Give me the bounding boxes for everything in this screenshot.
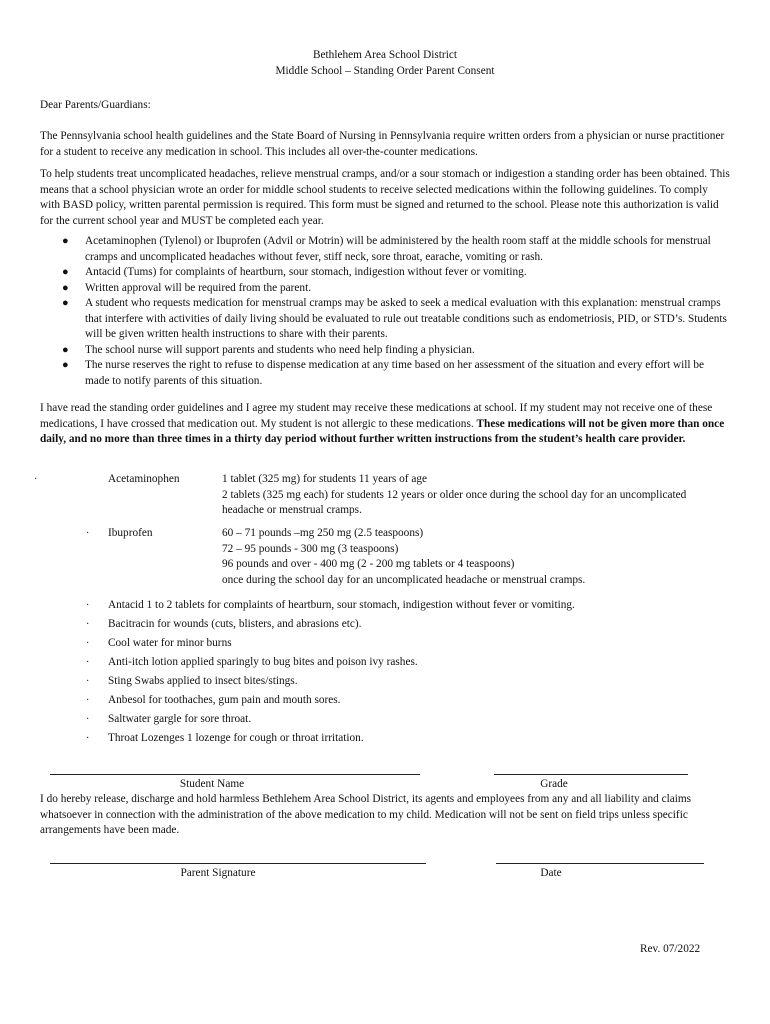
other-medications-list bbox=[40, 598, 740, 750]
list-item: ● The nurse reserves the right to refuse to dispense medication at any time based on her assessment of the situation and every effort will be made to notify parents of this situation. bbox=[62, 359, 705, 387]
list-item: · Bacitracin for wounds (cuts, blisters, and abrasions etc). bbox=[40, 617, 740, 636]
agreement-text: I have read the standing order guidelines and I agree my student may receive these medications at school. If my student may not receive one of these medications, I have crossed that medication out. My student is not allergic to these medications. bbox=[40, 402, 713, 430]
date-field[interactable] bbox=[496, 863, 704, 864]
agreement-paragraph bbox=[40, 401, 730, 448]
list-item: ● A student who requests medication for menstrual cramps may be asked to seek a medical evaluation with this explanation: menstrual cramps that interfere with activities of daily living should be evaluated to rule out treatable conditions such as endometriosis, PID, or STD’s. Students will be given written health instructions to share with their parents. bbox=[62, 297, 727, 340]
acetaminophen-row bbox=[34, 472, 740, 522]
guideline-list bbox=[40, 234, 730, 389]
district-name: Bethlehem Area School District bbox=[312, 49, 457, 61]
list-item: ● Written approval will be required from the parent. bbox=[40, 281, 730, 297]
list-item: ● Antacid (Tums) for complaints of heartburn, sour stomach, indigestion without fever or vomiting. bbox=[40, 265, 730, 281]
student-name-field[interactable] bbox=[50, 774, 420, 775]
release-paragraph: I do hereby release, discharge and hold harmless Bethlehem Area School District, its agents and employees from any and all liability and claims whatsoever in connection with the administration of the above medication to my child. Medication will not be sent on field trips unless specific arrangements have been made. bbox=[40, 793, 692, 836]
medication-dosage: 60 – 71 pounds –mg 250 mg (2.5 teaspoons) 72 – 95 pounds - 300 mg (3 teaspoons) 96 pounds and over - 400 mg (2 - 200 mg tablets or 4 teaspoons) once during the school day for an uncomplicated headache or menstrual cramps. bbox=[222, 527, 586, 586]
bullet-icon: · bbox=[86, 676, 90, 687]
salutation: Dear Parents/Guardians: bbox=[40, 99, 151, 111]
bullet-icon: ● bbox=[62, 281, 69, 294]
list-item: · Antacid 1 to 2 tablets for complaints of heartburn, sour stomach, indigestion without fever or vomiting. bbox=[40, 598, 740, 617]
bullet-icon: · bbox=[86, 695, 90, 706]
list-item: · Cool water for minor burns bbox=[40, 636, 740, 655]
list-item: ● The school nurse will support parents and students who need help finding a physician. bbox=[40, 343, 730, 359]
list-item: · Throat Lozenges 1 lozenge for cough or throat irritation. bbox=[40, 731, 740, 750]
parent-signature-label: Parent Signature bbox=[180, 867, 256, 879]
bullet-icon: · bbox=[86, 638, 90, 649]
list-item: · Anbesol for toothaches, gum pain and mouth sores. bbox=[40, 693, 740, 712]
grade-field[interactable] bbox=[494, 774, 688, 775]
list-item: · Anti-itch lotion applied sparingly to bug bites and poison ivy rashes. bbox=[40, 655, 740, 674]
medication-dosage: 1 tablet (325 mg) for students 11 years of age 2 tablets (325 mg each) for students 12 years or older once during the school day for an uncomplicated headache or menstrual cramps. bbox=[222, 473, 687, 516]
bullet-icon: · bbox=[86, 714, 90, 725]
grade-label: Grade bbox=[540, 778, 568, 790]
medication-name: Ibuprofen bbox=[108, 527, 153, 539]
list-item: ● Acetaminophen (Tylenol) or Ibuprofen (Advil or Motrin) will be administered by the health room staff at the middle schools for menstrual cramps and uncomplicated headaches without fever, stiff neck, sore throat, earache, vomiting or rash. bbox=[62, 235, 711, 263]
bullet-icon: · bbox=[86, 657, 90, 668]
standing-order-paragraph: To help students treat uncomplicated headaches, relieve menstrual cramps, and/or a sour stomach or indigestion a standing order has been obtained. This means that a school physician wrote an order for middle school students to receive selected medications within the following guidelines. To comply with BASD policy, written parental permission is required. This form must be signed and returned to the school. Please note this authorization is valid for the current school year and MUST be completed each year. bbox=[40, 168, 730, 227]
bullet-icon: ● bbox=[62, 343, 69, 356]
bullet-icon: ● bbox=[62, 359, 69, 371]
bullet-icon: ● bbox=[62, 235, 69, 247]
student-name-label: Student Name bbox=[179, 778, 245, 790]
bullet-icon: · bbox=[86, 619, 90, 630]
date-label: Date bbox=[540, 867, 562, 879]
list-item: · Saltwater gargle for sore throat. bbox=[40, 712, 740, 731]
medication-name: Acetaminophen bbox=[108, 473, 180, 485]
intro-paragraph: The Pennsylvania school health guidelines and the State Board of Nursing in Pennsylvania require written orders from a physician or nurse practitioner for a student to receive any medication in school. This includes all over-the-counter medications. bbox=[40, 130, 725, 158]
bullet-icon: ● bbox=[62, 266, 69, 278]
bullet-icon: · bbox=[86, 733, 90, 744]
parent-signature-field[interactable] bbox=[50, 863, 426, 864]
revision-date: Rev. 07/2022 bbox=[640, 943, 701, 955]
bullet-icon: · bbox=[34, 474, 38, 485]
bullet-icon: · bbox=[86, 600, 90, 611]
list-item: · Sting Swabs applied to insect bites/stings. bbox=[40, 674, 740, 693]
form-title: Middle School – Standing Order Parent Consent bbox=[275, 65, 495, 77]
bullet-icon: ● bbox=[62, 297, 69, 309]
bullet-icon: · bbox=[86, 528, 90, 539]
agreement-bold-text: These medications will not be given more than once daily, and no more than three times in a thirty day period without further written instructions from the student’s health care provider. bbox=[40, 417, 725, 445]
ibuprofen-row bbox=[40, 526, 740, 590]
